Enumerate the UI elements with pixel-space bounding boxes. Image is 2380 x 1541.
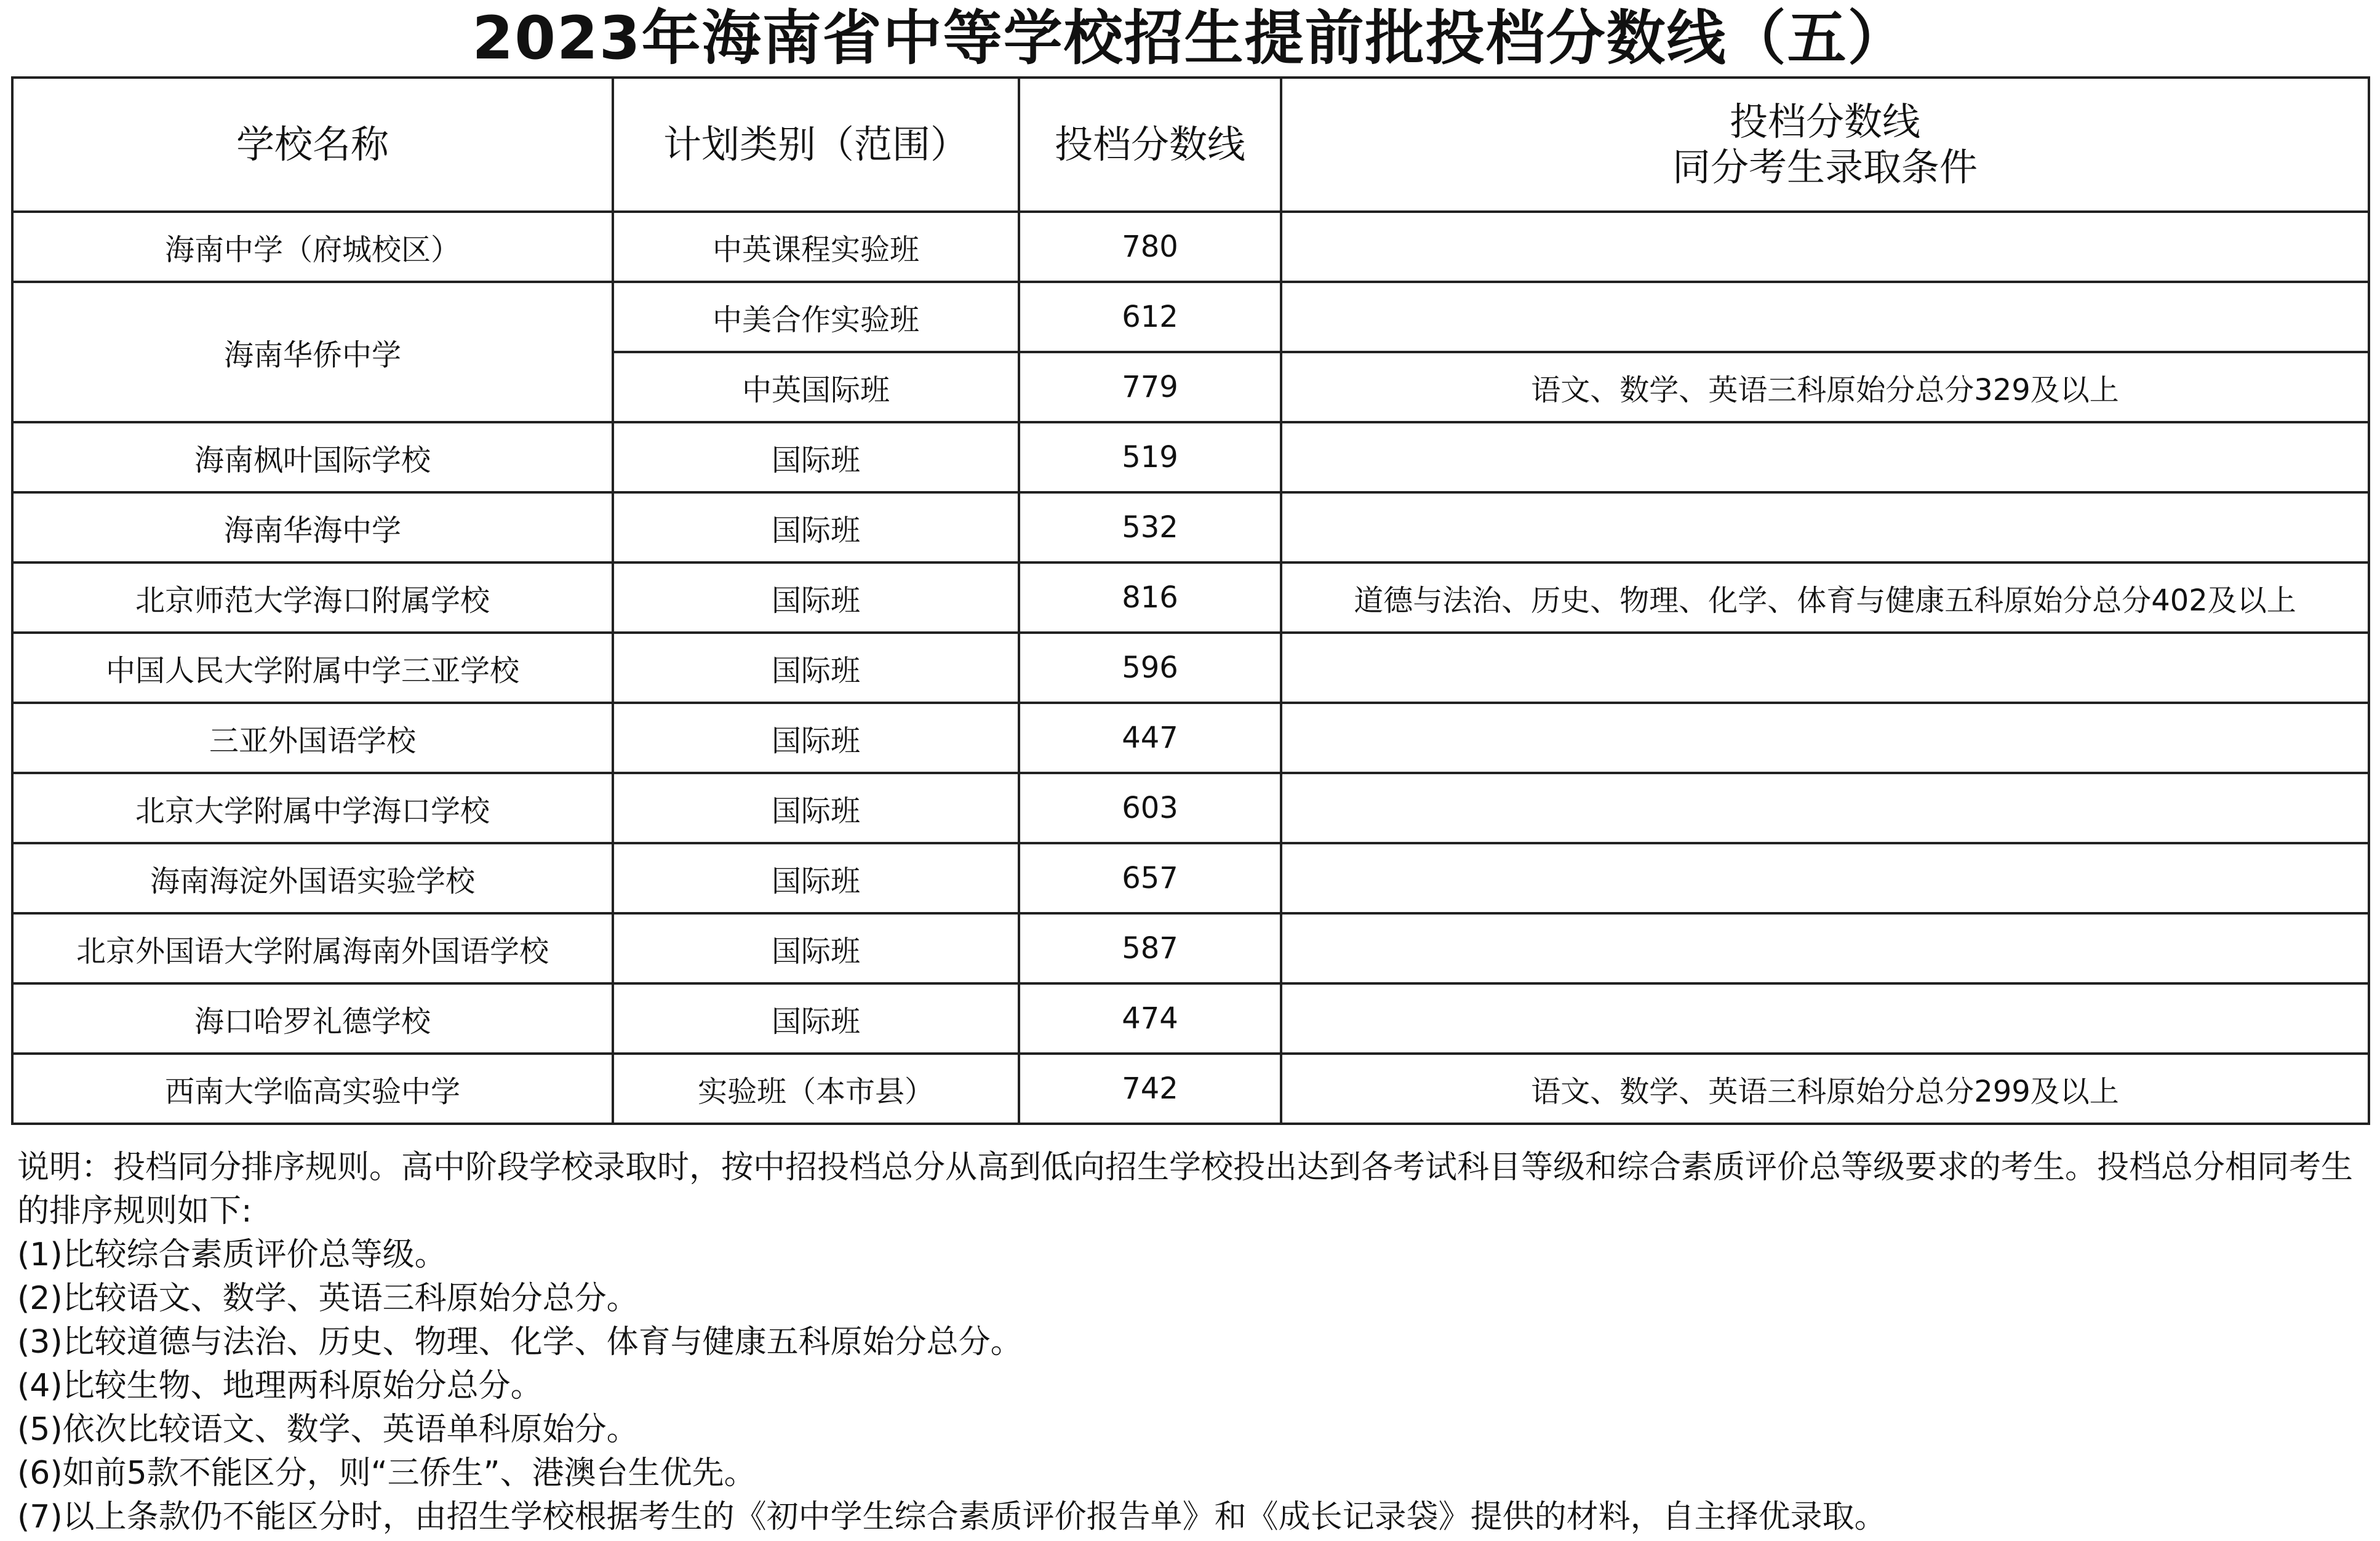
tie-condition-cell [1281, 282, 2369, 352]
cutoff-score-cell: 532 [1019, 492, 1281, 562]
tie-condition-cell: 道德与法治、历史、物理、化学、体育与健康五科原始分总分402及以上 [1281, 562, 2369, 633]
school-name-cell: 海口哈罗礼德学校 [12, 983, 613, 1054]
school-name-cell: 三亚外国语学校 [12, 703, 613, 773]
table-row [12, 773, 2369, 843]
plan-category-cell: 国际班 [613, 703, 1019, 773]
table-row [12, 843, 2369, 913]
school-name-cell: 海南华海中学 [12, 492, 613, 562]
cutoff-score-cell: 447 [1019, 703, 1281, 773]
cutoff-score-cell: 474 [1019, 983, 1281, 1054]
table-row [12, 282, 2369, 352]
table-row [12, 562, 2369, 633]
table-row [12, 913, 2369, 983]
plan-category-cell: 国际班 [613, 843, 1019, 913]
plan-category-cell: 国际班 [613, 492, 1019, 562]
table-row [12, 422, 2369, 492]
cutoff-score-cell: 519 [1019, 422, 1281, 492]
school-name-cell: 海南海淀外国语实验学校 [12, 843, 613, 913]
tie-condition-cell [1281, 422, 2369, 492]
plan-category-cell: 中英课程实验班 [613, 212, 1019, 282]
header-school-name: 学校名称 [12, 78, 613, 212]
cutoff-score-cell: 603 [1019, 773, 1281, 843]
cutoff-score-cell: 657 [1019, 843, 1281, 913]
school-name-cell: 海南中学（府城校区） [12, 212, 613, 282]
school-name-cell: 中国人民大学附属中学三亚学校 [12, 633, 613, 703]
table-header-row [12, 78, 2369, 212]
plan-category-cell: 实验班（本市县） [613, 1054, 1019, 1124]
table-row [12, 212, 2369, 282]
notes-section [17, 1146, 2363, 1539]
plan-category-cell: 国际班 [613, 773, 1019, 843]
tie-condition-cell [1281, 703, 2369, 773]
cutoff-score-cell: 779 [1019, 352, 1281, 422]
table-row [12, 703, 2369, 773]
tie-condition-cell: 语文、数学、英语三科原始分总分329及以上 [1281, 352, 2369, 422]
cutoff-score-cell: 596 [1019, 633, 1281, 703]
notes-rule-4: (4)比较生物、地理两科原始分总分。 [17, 1367, 543, 1404]
school-name-cell: 海南枫叶国际学校 [12, 422, 613, 492]
cutoff-score-cell: 780 [1019, 212, 1281, 282]
school-name-cell: 北京师范大学海口附属学校 [12, 562, 613, 633]
school-name-cell: 北京大学附属中学海口学校 [12, 773, 613, 843]
tie-condition-cell [1281, 773, 2369, 843]
school-name-cell: 北京外国语大学附属海南外国语学校 [12, 913, 613, 983]
plan-category-cell: 中英国际班 [613, 352, 1019, 422]
table-row [12, 633, 2369, 703]
tie-condition-cell [1281, 212, 2369, 282]
table-row [12, 1054, 2369, 1124]
plan-category-cell: 国际班 [613, 983, 1019, 1054]
school-name-cell: 西南大学临高实验中学 [12, 1054, 613, 1124]
header-tie-condition-line1: 投档分数线 [1729, 99, 1920, 144]
notes-rule-5: (5)依次比较语文、数学、英语单科原始分。 [17, 1411, 639, 1448]
header-tie-condition-line2: 同分考生录取条件 [1672, 145, 1978, 190]
plan-category-cell: 中美合作实验班 [613, 282, 1019, 352]
cutoff-score-cell: 612 [1019, 282, 1281, 352]
header-cutoff-score: 投档分数线 [1019, 78, 1281, 212]
notes-rule-1: (1)比较综合素质评价总等级。 [17, 1236, 447, 1273]
page-title: 2023年海南省中等学校招生提前批投档分数线（五） [472, 4, 1908, 73]
table-row [12, 983, 2369, 1054]
tie-condition-cell [1281, 913, 2369, 983]
notes-rule-3: (3)比较道德与法治、历史、物理、化学、体育与健康五科原始分总分。 [17, 1324, 1023, 1361]
school-name-cell: 海南华侨中学 [12, 282, 613, 422]
tie-condition-cell [1281, 983, 2369, 1054]
plan-category-cell: 国际班 [613, 422, 1019, 492]
cutoff-score-cell: 587 [1019, 913, 1281, 983]
table-row [12, 492, 2369, 562]
plan-category-cell: 国际班 [613, 562, 1019, 633]
tie-condition-cell [1281, 492, 2369, 562]
tie-condition-cell: 语文、数学、英语三科原始分总分299及以上 [1281, 1054, 2369, 1124]
notes-rule-2: (2)比较语文、数学、英语三科原始分总分。 [17, 1280, 639, 1317]
tie-condition-cell [1281, 633, 2369, 703]
header-tie-condition [1281, 78, 2369, 212]
cutoff-score-cell: 742 [1019, 1054, 1281, 1124]
notes-rule-7: (7)以上条款仍不能区分时，由招生学校根据考生的《初中学生综合素质评价报告单》和《成长记录袋》提供的材料，自主择优录取。 [17, 1499, 1887, 1535]
notes-rule-6: (6)如前5款不能区分，则“三侨生”、港澳台生优先。 [17, 1455, 756, 1492]
admission-score-table [11, 76, 2370, 1125]
plan-category-cell: 国际班 [613, 633, 1019, 703]
cutoff-score-cell: 816 [1019, 562, 1281, 633]
header-plan-category: 计划类别（范围） [613, 78, 1019, 212]
plan-category-cell: 国际班 [613, 913, 1019, 983]
notes-intro: 说明：投档同分排序规则。高中阶段学校录取时，按中招投档总分从高到低向招生学校投出达到各考试科目等级和综合素质评价总等级要求的考生。投档总分相同考生的排序规则如下: [17, 1149, 2354, 1230]
tie-condition-cell [1281, 843, 2369, 913]
